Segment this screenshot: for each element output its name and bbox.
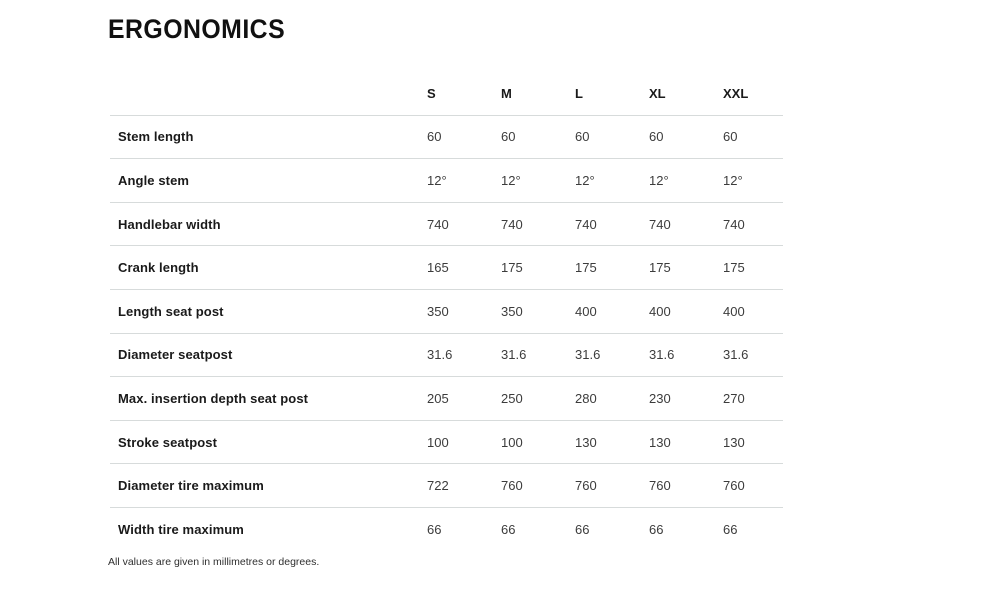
table-row [110, 116, 783, 160]
cell-value: 760 [501, 478, 523, 494]
units-footnote: All values are given in millimetres or degrees. [108, 556, 320, 568]
cell-value: 400 [575, 303, 597, 319]
cell-value: 400 [723, 303, 745, 319]
page-title: ERGONOMICS [108, 14, 286, 44]
cell-value: 740 [427, 216, 449, 232]
row-label: Diameter seatpost [118, 347, 233, 363]
table-row [110, 203, 783, 247]
row-label: Width tire maximum [118, 521, 244, 537]
cell-value: 66 [649, 521, 664, 537]
table-row [110, 508, 783, 551]
table-row [110, 246, 783, 290]
cell-value: 31.6 [575, 347, 601, 363]
cell-value: 760 [575, 478, 597, 494]
cell-value: 60 [501, 129, 516, 145]
table-row [110, 421, 783, 465]
row-label: Stroke seatpost [118, 434, 218, 450]
table-row [110, 334, 783, 378]
cell-value: 66 [501, 521, 516, 537]
cell-value: 165 [427, 260, 449, 276]
cell-value: 130 [575, 434, 597, 450]
cell-value: 100 [427, 434, 449, 450]
table-row [110, 290, 783, 334]
cell-value: 760 [649, 478, 671, 494]
table-row [110, 159, 783, 203]
table-row [110, 377, 783, 421]
column-header-l: L [575, 85, 583, 101]
cell-value: 60 [575, 129, 590, 145]
table-header-row [110, 72, 783, 116]
cell-value: 740 [723, 216, 745, 232]
cell-value: 66 [723, 521, 738, 537]
cell-value: 66 [575, 521, 590, 537]
cell-value: 31.6 [649, 347, 675, 363]
cell-value: 130 [723, 434, 745, 450]
cell-value: 175 [723, 260, 745, 276]
column-header-xxl: XXL [723, 85, 749, 101]
cell-value: 270 [723, 390, 745, 406]
table-row [110, 464, 783, 508]
row-label: Diameter tire maximum [118, 478, 264, 494]
cell-value: 175 [501, 260, 523, 276]
cell-value: 250 [501, 390, 523, 406]
cell-value: 230 [649, 390, 671, 406]
row-label: Length seat post [118, 303, 224, 319]
cell-value: 740 [501, 216, 523, 232]
row-label: Stem length [118, 129, 194, 145]
cell-value: 205 [427, 390, 449, 406]
row-label: Angle stem [118, 172, 190, 188]
cell-value: 280 [575, 390, 597, 406]
cell-value: 175 [649, 260, 671, 276]
cell-value: 400 [649, 303, 671, 319]
ergonomics-table [110, 72, 783, 551]
cell-value: 60 [649, 129, 664, 145]
cell-value: 740 [575, 216, 597, 232]
cell-value: 66 [427, 521, 442, 537]
cell-value: 175 [575, 260, 597, 276]
row-label: Max. insertion depth seat post [118, 390, 309, 406]
cell-value: 60 [427, 129, 442, 145]
cell-value: 740 [649, 216, 671, 232]
column-header-m: M [501, 85, 512, 101]
cell-value: 31.6 [427, 347, 453, 363]
cell-value: 100 [501, 434, 523, 450]
cell-value: 12° [427, 172, 447, 188]
cell-value: 722 [427, 478, 449, 494]
column-header-xl: XL [649, 85, 666, 101]
cell-value: 760 [723, 478, 745, 494]
row-label: Crank length [118, 260, 199, 276]
cell-value: 12° [575, 172, 595, 188]
cell-value: 12° [649, 172, 669, 188]
cell-value: 31.6 [723, 347, 749, 363]
row-label: Handlebar width [118, 216, 221, 232]
cell-value: 350 [501, 303, 523, 319]
cell-value: 31.6 [501, 347, 527, 363]
cell-value: 12° [501, 172, 521, 188]
cell-value: 130 [649, 434, 671, 450]
column-header-s: S [427, 85, 436, 101]
cell-value: 350 [427, 303, 449, 319]
cell-value: 60 [723, 129, 738, 145]
cell-value: 12° [723, 172, 743, 188]
